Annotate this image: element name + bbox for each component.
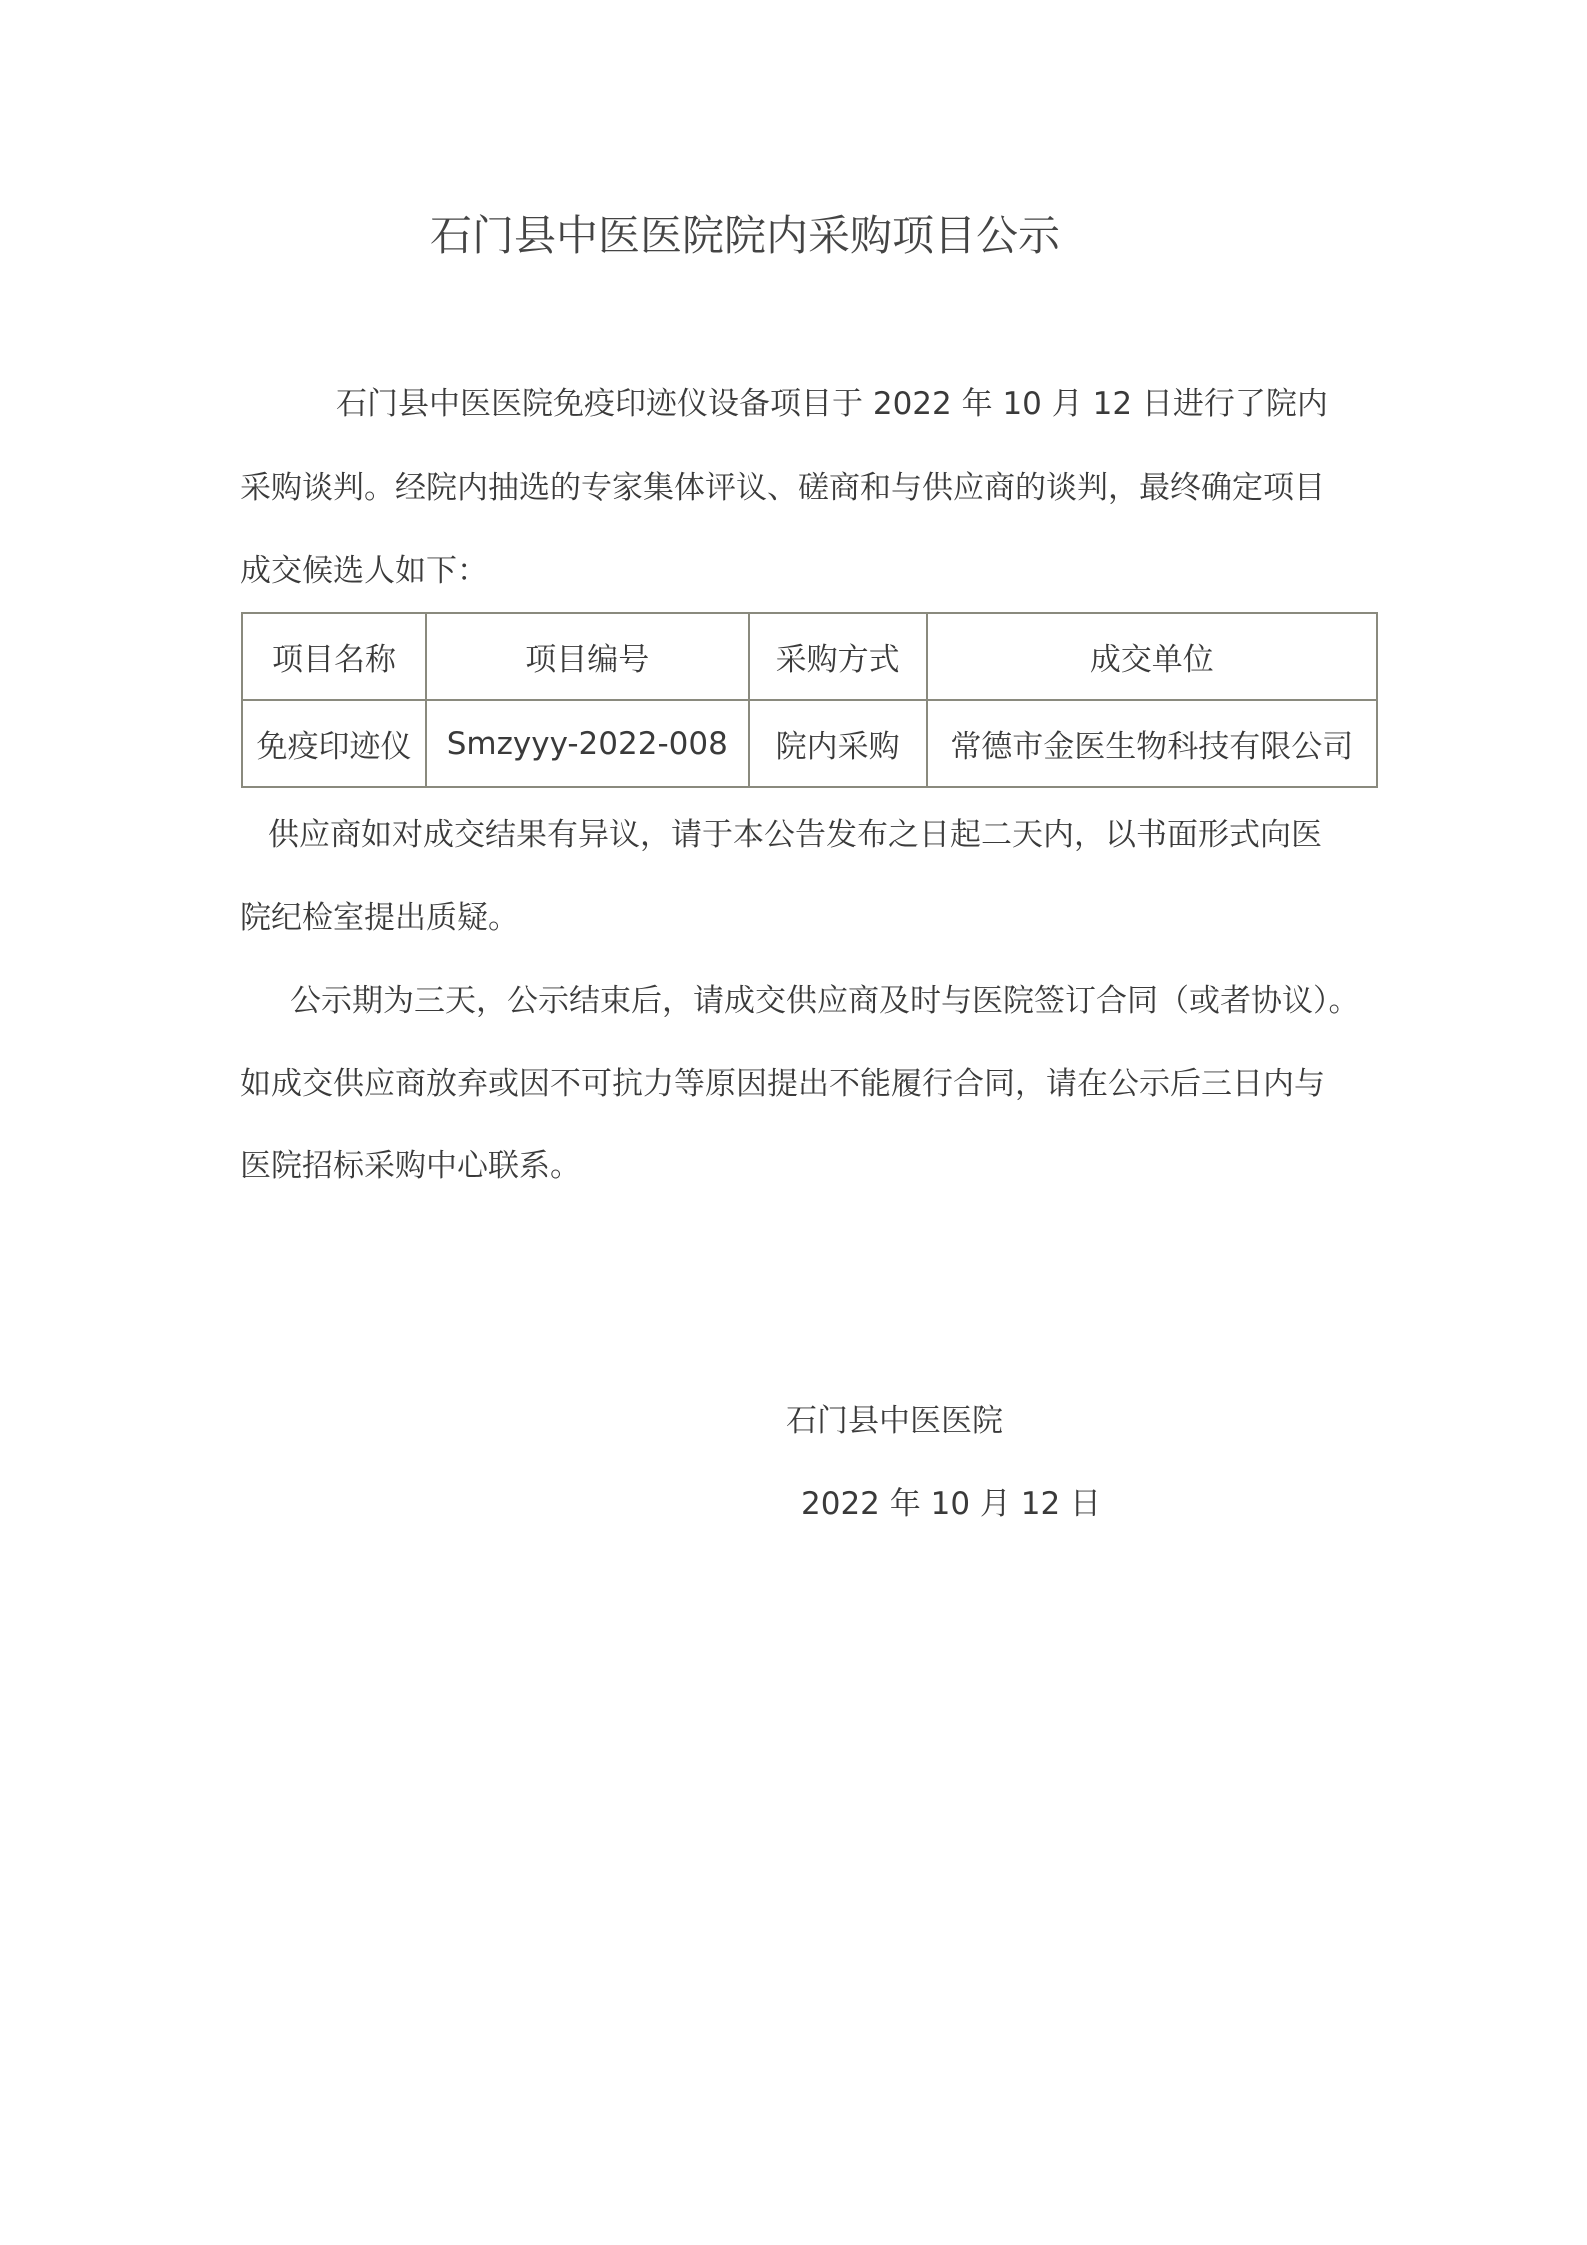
header-winning-company: 成交单位 [927,613,1377,700]
objection-line-2: 院纪检室提出质疑。 [240,900,519,936]
signature-date: 2022 年 10 月 12 日 [801,1486,1102,1522]
cell-winning-company: 常德市金医生物科技有限公司 [927,700,1377,787]
table-row [242,700,1377,787]
intro-line-1: 石门县中医医院免疫印迹仪设备项目于 2022 年 10 月 12 日进行了院内 [336,386,1328,422]
contract-line-1: 公示期为三天，公示结束后，请成交供应商及时与医院签订合同（或者协议）。 [290,983,1360,1019]
table-header-row [242,613,1377,700]
signature-organization: 石门县中医医院 [786,1403,1003,1439]
intro-line-3: 成交候选人如下： [240,553,488,589]
contract-line-3: 医院招标采购中心联系。 [240,1148,581,1184]
cell-project-number: Smzyyy-2022-008 [426,700,749,787]
cell-project-name: 免疫印迹仪 [242,700,426,787]
intro-line-2: 采购谈判。经院内抽选的专家集体评议、磋商和与供应商的谈判，最终确定项目 [240,470,1325,506]
document-title: 石门县中医医院院内采购项目公示 [430,211,1061,260]
objection-line-1: 供应商如对成交结果有异议，请于本公告发布之日起二天内，以书面形式向医 [268,817,1322,853]
cell-procurement-method: 院内采购 [749,700,927,787]
award-table [241,612,1378,788]
header-project-number: 项目编号 [426,613,749,700]
header-procurement-method: 采购方式 [749,613,927,700]
header-project-name: 项目名称 [242,613,426,700]
contract-line-2: 如成交供应商放弃或因不可抗力等原因提出不能履行合同，请在公示后三日内与 [240,1066,1325,1102]
